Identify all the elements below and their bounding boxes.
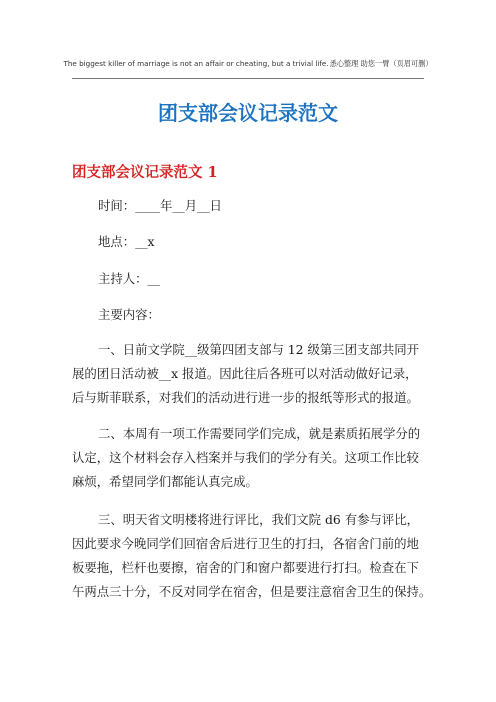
paragraph-line: 一、日前文学院__级第四团支部与 12 级第三团支部共同开 (98, 342, 420, 357)
paragraph-1 (72, 338, 424, 410)
field-host: 主持人：__ (98, 271, 160, 286)
field-place: 地点：__x (98, 234, 155, 249)
paragraph-line: 展的团日活动被__x 报道。因此往后各班可以对活动做好记录， (72, 366, 418, 381)
page-header (0, 59, 496, 69)
header-english-text: The biggest killer of marriage is not an affair or cheating, but a trivial life. (63, 59, 329, 68)
paragraph-line: 麻烦，希望同学们都能认真完成。 (72, 474, 258, 489)
section-heading: 团支部会议记录范文 1 (72, 164, 218, 181)
paragraph-line: 二、本周有一项工作需要同学们完成，就是素质拓展学分的 (98, 426, 421, 441)
paragraph-line: 因此要求今晚同学们回宿舍后进行卫生的打扫，各宿舍门前的地 (72, 536, 419, 551)
paragraph-line: 认定，这个材料会存入档案并与我们的学分有关。这项工作比较 (72, 450, 419, 465)
field-content-label: 主要内容： (98, 307, 160, 322)
paragraph-3 (72, 508, 432, 604)
paragraph-2 (72, 422, 424, 494)
document-title: 团支部会议记录范文 (158, 101, 338, 125)
header-chinese-text: 悉心整理 助您一臂（页眉可删） (329, 59, 433, 68)
paragraph-line: 板要拖，栏杆也要擦，宿舍的门和窗户都要进行打扫。检查在下 (72, 560, 419, 575)
paragraph-line: 后与斯菲联系，对我们的活动进行进一步的报纸等形式的报道。 (72, 390, 419, 405)
field-time: 时间：____年__月__日 (98, 198, 222, 213)
paragraph-line: 三、明天省文明楼将进行评比，我们文院 d6 有参与评比， (98, 512, 420, 527)
header-divider (72, 78, 424, 79)
paragraph-line: 午两点三十分，不反对同学在宿舍，但是要注意宿舍卫生的保持。 (72, 584, 432, 599)
